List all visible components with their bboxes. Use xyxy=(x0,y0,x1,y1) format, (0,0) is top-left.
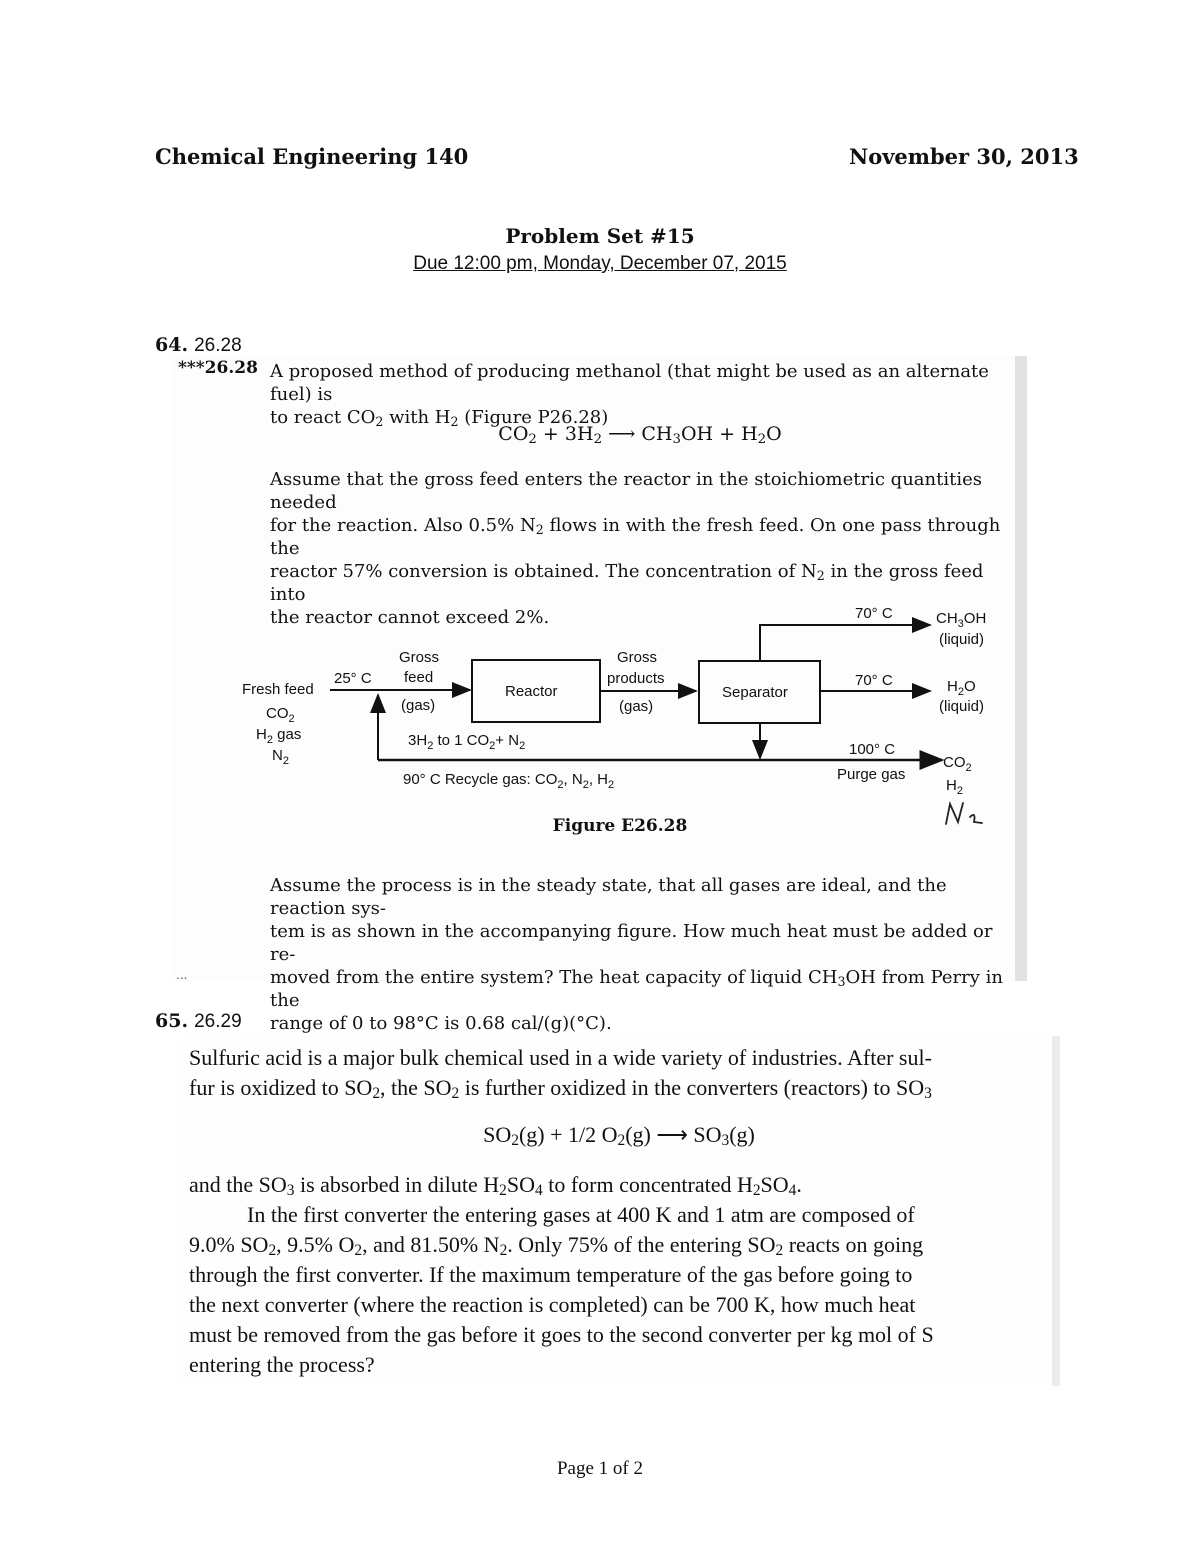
gross-products-label-2: products xyxy=(607,670,665,687)
page-number: Page 1 of 2 xyxy=(556,1458,643,1479)
methanol-stream-line xyxy=(760,625,930,661)
gross-products-label-3: (gas) xyxy=(619,698,654,715)
methanol-temperature: 70° C xyxy=(855,605,893,622)
problem-tag: ***26.28 xyxy=(178,358,258,378)
due-date: Due 12:00 pm, Monday, December 07, 2015 xyxy=(413,253,787,274)
methanol-phase: (liquid) xyxy=(939,631,985,648)
header-date: November 30, 2013 xyxy=(849,144,1079,169)
purge-temperature: 100° C xyxy=(849,741,896,758)
water-temperature: 70° C xyxy=(855,672,893,689)
feed-ratio-label: $3H_2$ to 1 $CO_2+ N_2$ xyxy=(408,732,526,752)
problem-65-intro: Sulfuric acid is a major bulk chemical used in a wide variety of industries. After sul- fur is oxidized to $SO_2$, the $SO_2$ is further oxidized in the converters (reactors) to $SO_3$ xyxy=(189,1045,932,1102)
water-product: $H_2O$ xyxy=(947,678,976,698)
separator-label: Separator xyxy=(722,684,788,701)
methanol-product: $CH_3OH$ xyxy=(936,610,987,630)
figure-caption: Figure E26.28 xyxy=(552,816,688,836)
methanol-equation: $CO_2 + 3H_2$ ⟶ $CH_3OH + H_2O$ xyxy=(498,423,782,447)
gross-feed-label-1: Gross xyxy=(399,649,440,666)
purge-h2: $H_2$ xyxy=(946,777,963,797)
feed-temperature: 25° C xyxy=(334,670,372,687)
problem-64-intro: A proposed method of producing methanol (that might be used as an alternate fuel) is to react $CO_2$ with $H_2$ (Figure P26.28) xyxy=(270,361,989,429)
reactor-label: Reactor xyxy=(505,683,558,700)
fresh-feed-h2: $H_2$ gas xyxy=(256,726,302,746)
fresh-feed-co2: $CO_2$ xyxy=(266,705,295,725)
recycle-gas-label: 90° C Recycle gas: $CO_2$, $N_2$, $H_2$ xyxy=(403,771,615,791)
gross-products-label-1: Gross xyxy=(617,649,658,666)
scan-dots: ... xyxy=(176,968,188,982)
fresh-feed-label: Fresh feed xyxy=(242,681,314,698)
gross-feed-label-3: (gas) xyxy=(401,697,436,714)
fresh-feed-n2: $N_2$ xyxy=(272,747,289,767)
purge-gas-label: Purge gas xyxy=(837,766,906,783)
water-phase: (liquid) xyxy=(939,698,985,715)
gross-feed-label-2: feed xyxy=(404,669,434,686)
problem-65-body: and the $SO_3$ is absorbed in dilute $H_2SO_4$ to form concentrated $H_2SO_4$. In the first converter the entering gases at 400 K and 1 atm are composed of 9.0% $SO_2$, 9.5% $O_2$, and 81.50% $N_2$. Only 75% of the entering $SO_2$ reacts on going through the first converter. If the maximum temperature of the gas before going to the next converter (where the reaction is completed) can be 700 K, how much heat must be removed from the gas before it goes to the second converter per kg mol of S entering the process? xyxy=(189,1172,934,1377)
question-64-number: 64. 26.28 xyxy=(155,334,242,356)
question-65-number: 65. 26.29 xyxy=(155,1010,242,1032)
purge-co2: $CO_2$ xyxy=(943,754,972,774)
sulfur-trioxide-equation: $SO_2(g) + 1/2$ $O_2(g)$ ⟶ $SO_3(g)$ xyxy=(483,1122,755,1149)
problem-64-assumptions: Assume that the gross feed enters the reactor in the stoichiometric quantities needed for the reaction. Also 0.5% $N_2$ flows in with the fresh feed. On one pass through the reactor 57% conversion is obtained. The concentration of $N_2$ in the gross feed into the reactor cannot exceed 2%. xyxy=(270,469,1001,628)
course-name: Chemical Engineering 140 xyxy=(155,144,469,169)
process-flow-diagram xyxy=(230,590,1010,840)
problem-64-question: Assume the process is in the steady state, that all gases are ideal, and the reaction sys- tem is as shown in the accompanying figure. How much heat must be added or re- moved from the entire system? The heat capacity of liquid $CH_3OH$ from Perry in the range of 0 to 98°C is 0.68 cal/(g)(°C). xyxy=(270,875,1004,1034)
problem-set-title: Problem Set #15 xyxy=(505,224,695,248)
